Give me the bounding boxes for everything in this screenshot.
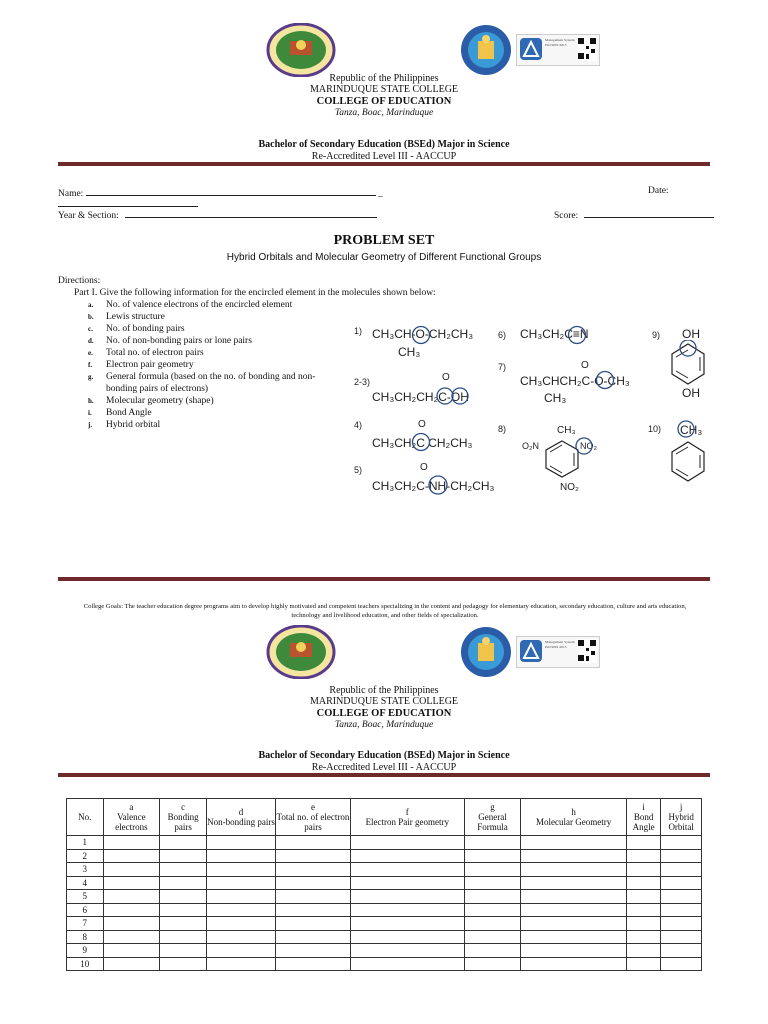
accreditation-line-2: Re-Accredited Level III - AACCUP bbox=[311, 762, 457, 773]
iso-badge bbox=[516, 34, 600, 66]
college-name: MARINDUQUE STATE COLLEGE bbox=[309, 84, 459, 95]
table-header-label: Non-bonding pairs bbox=[207, 817, 275, 827]
direction-item-key: j. bbox=[88, 421, 93, 429]
answer-cell[interactable] bbox=[661, 930, 702, 944]
molecule-7-oxygen: O bbox=[581, 360, 589, 371]
republic-line: Republic of the Philippines bbox=[329, 73, 439, 84]
answer-cell[interactable] bbox=[464, 944, 521, 958]
row-number-cell: 10 bbox=[67, 957, 104, 971]
row-number-cell: 5 bbox=[67, 890, 104, 904]
program-line-2: Bachelor of Secondary Education (BSEd) Major in Science bbox=[258, 750, 510, 761]
direction-item-text: Hybrid orbital bbox=[106, 420, 161, 430]
direction-item-text: General formula (based on the no. of bonding and non-bonding pairs of electrons) bbox=[106, 372, 316, 394]
answer-cell[interactable] bbox=[521, 876, 626, 890]
table-header-key: e bbox=[310, 802, 315, 812]
answer-cell[interactable] bbox=[351, 930, 465, 944]
row-number-cell: 7 bbox=[67, 917, 104, 931]
molecule-9-bottom-group: OH bbox=[682, 386, 700, 400]
answer-cell[interactable] bbox=[521, 930, 626, 944]
molecule-4-circle-icon bbox=[410, 432, 432, 452]
answer-cell[interactable] bbox=[160, 890, 207, 904]
table-header-cell bbox=[275, 799, 350, 836]
address-line: Tanza, Boac, Marinduque bbox=[334, 108, 434, 118]
table-header-label: Valence electrons bbox=[115, 812, 148, 832]
college-name-2: MARINDUQUE STATE COLLEGE bbox=[309, 696, 459, 707]
department-name-2: COLLEGE OF EDUCATION bbox=[316, 708, 452, 719]
table-row bbox=[67, 863, 702, 877]
direction-item-key: d. bbox=[88, 337, 94, 345]
answer-cell[interactable] bbox=[351, 836, 465, 850]
table-row bbox=[67, 930, 702, 944]
answer-cell[interactable] bbox=[626, 917, 660, 931]
molecule-9-phenol-icon bbox=[668, 340, 708, 388]
molecule-10-circle-icon bbox=[676, 419, 696, 439]
answer-cell[interactable] bbox=[521, 836, 626, 850]
molecule-8-circle-icon bbox=[574, 436, 594, 456]
answer-cell[interactable] bbox=[206, 863, 275, 877]
table-header-cell bbox=[103, 799, 160, 836]
answer-cell[interactable] bbox=[160, 849, 207, 863]
answer-cell[interactable] bbox=[206, 890, 275, 904]
answer-cell[interactable] bbox=[160, 863, 207, 877]
answer-cell[interactable] bbox=[275, 876, 350, 890]
direction-item-10 bbox=[88, 419, 338, 431]
answer-cell[interactable] bbox=[275, 903, 350, 917]
header-divider-2 bbox=[58, 773, 710, 777]
directions-label: Directions: bbox=[58, 276, 101, 286]
answer-cell[interactable] bbox=[661, 849, 702, 863]
answer-cell[interactable] bbox=[275, 957, 350, 971]
tuv-logo-icon bbox=[520, 38, 542, 60]
row-number-cell: 3 bbox=[67, 863, 104, 877]
iso-badge-text: Management System ISO 9001:2015 bbox=[545, 38, 575, 47]
table-header-key: d bbox=[238, 807, 244, 817]
answer-cell[interactable] bbox=[275, 890, 350, 904]
iso-badge-text-2: Management System ISO 9001:2015 bbox=[545, 640, 575, 649]
molecule-10-top-group: CH₃ bbox=[680, 423, 703, 437]
answer-cell[interactable] bbox=[661, 890, 702, 904]
answer-cell[interactable] bbox=[661, 863, 702, 877]
table-header-label: Bonding pairs bbox=[167, 812, 199, 832]
answer-cell[interactable] bbox=[275, 944, 350, 958]
molecule-5-number: 5) bbox=[354, 465, 363, 475]
program-line: Bachelor of Secondary Education (BSEd) Major in Science bbox=[258, 139, 510, 150]
answer-cell[interactable] bbox=[160, 917, 207, 931]
problem-set-title: PROBLEM SET bbox=[333, 233, 435, 248]
molecule-2-3-oxygen: O bbox=[442, 372, 450, 383]
score-label: Score: bbox=[554, 211, 579, 221]
answer-cell[interactable] bbox=[160, 930, 207, 944]
table-header-label: Hybrid Orbital bbox=[668, 812, 694, 832]
answer-cell[interactable] bbox=[626, 903, 660, 917]
tuv-logo-icon-2 bbox=[520, 640, 542, 662]
answer-cell[interactable] bbox=[206, 836, 275, 850]
answer-cell[interactable] bbox=[351, 849, 465, 863]
molecule-7-formula: CH₃CHCH₂C-O-CH₃ bbox=[520, 374, 630, 388]
answer-cell[interactable] bbox=[103, 903, 160, 917]
table-header-cell bbox=[464, 799, 521, 836]
molecule-4-formula: CH₃CH₂C CH₂CH₃ bbox=[372, 436, 473, 450]
score-input-line[interactable] bbox=[584, 208, 714, 218]
answer-cell[interactable] bbox=[464, 930, 521, 944]
answer-cell[interactable] bbox=[626, 890, 660, 904]
answer-cell[interactable] bbox=[351, 876, 465, 890]
answer-cell[interactable] bbox=[160, 876, 207, 890]
college-goals-text: College Goals: The teacher education degree programs aim to develop highly motivated and competent teachers specializing in the content and pedagogy for elementary education, secondary education, culture and arts education, technology and livelihood education, and other fields of specialization. bbox=[83, 603, 687, 619]
answer-cell[interactable] bbox=[103, 944, 160, 958]
table-row bbox=[67, 849, 702, 863]
answer-cell[interactable] bbox=[626, 957, 660, 971]
molecule-1-substituent: CH₃ bbox=[398, 345, 421, 359]
table-header-cell bbox=[661, 799, 702, 836]
answer-cell[interactable] bbox=[661, 876, 702, 890]
name-label: Name: bbox=[58, 189, 84, 199]
answer-cell[interactable] bbox=[103, 930, 160, 944]
table-header-label: General Formula bbox=[477, 812, 508, 832]
answer-cell[interactable] bbox=[661, 957, 702, 971]
table-header-cell bbox=[67, 799, 104, 836]
molecule-5-circle-icon bbox=[426, 475, 452, 495]
molecule-7-number: 7) bbox=[498, 362, 507, 372]
molecule-2-3-formula: CH₃CH₂CH₂C-OH bbox=[372, 390, 469, 404]
college-seal-icon bbox=[266, 23, 336, 77]
answer-cell[interactable] bbox=[275, 917, 350, 931]
answer-table bbox=[66, 798, 702, 971]
score-row bbox=[554, 208, 714, 221]
answer-cell[interactable] bbox=[103, 957, 160, 971]
molecule-8-left-group: O₂N bbox=[522, 441, 539, 451]
answer-cell[interactable] bbox=[103, 836, 160, 850]
answer-cell[interactable] bbox=[661, 836, 702, 850]
direction-item-key: a. bbox=[88, 301, 94, 309]
answer-cell[interactable] bbox=[521, 903, 626, 917]
header-divider bbox=[58, 162, 710, 166]
answer-cell[interactable] bbox=[351, 944, 465, 958]
answer-cell[interactable] bbox=[521, 957, 626, 971]
table-row bbox=[67, 903, 702, 917]
table-header-key: f bbox=[405, 807, 409, 817]
table-header-label: Bond Angle bbox=[632, 812, 655, 832]
molecule-8-top-group: CH₃ bbox=[557, 425, 576, 436]
molecule-2-3-circle-icon bbox=[436, 386, 472, 406]
answer-cell[interactable] bbox=[206, 944, 275, 958]
table-header-key: a bbox=[129, 802, 134, 812]
molecule-2-3-number: 2-3) bbox=[354, 377, 371, 387]
molecule-4-number: 4) bbox=[354, 420, 363, 430]
answer-cell[interactable] bbox=[521, 890, 626, 904]
direction-item-1 bbox=[88, 299, 338, 311]
answer-cell[interactable] bbox=[103, 917, 160, 931]
answer-cell[interactable] bbox=[521, 863, 626, 877]
direction-item-text: Molecular geometry (shape) bbox=[106, 396, 214, 406]
direction-item-key: i. bbox=[88, 409, 92, 417]
table-header-label: No. bbox=[78, 812, 92, 822]
answer-cell[interactable] bbox=[626, 944, 660, 958]
row-number-cell: 6 bbox=[67, 903, 104, 917]
table-header-key: c bbox=[181, 802, 186, 812]
direction-item-text: No. of non-bonding pairs or lone pairs bbox=[106, 336, 252, 346]
answer-cell[interactable] bbox=[661, 944, 702, 958]
answer-cell[interactable] bbox=[206, 903, 275, 917]
molecule-7-circle-icon bbox=[594, 370, 616, 390]
table-row bbox=[67, 917, 702, 931]
direction-item-key: e. bbox=[88, 349, 93, 357]
molecule-8-bottom-group: NO₂ bbox=[560, 482, 579, 493]
table-header-key: j bbox=[679, 802, 683, 812]
answer-cell[interactable] bbox=[464, 903, 521, 917]
molecule-8-number: 8) bbox=[498, 424, 507, 434]
republic-line-2: Republic of the Philippines bbox=[329, 685, 439, 696]
molecule-1-formula: CH₃CH-O-CH₂CH₃ bbox=[372, 327, 474, 341]
answer-cell[interactable] bbox=[206, 917, 275, 931]
direction-item-4 bbox=[88, 335, 338, 347]
table-row bbox=[67, 957, 702, 971]
iso-badge-2 bbox=[516, 636, 600, 668]
table-header-cell bbox=[206, 799, 275, 836]
table-header-label: Total no. of electron pairs bbox=[276, 812, 350, 832]
direction-item-key: b. bbox=[88, 313, 94, 321]
direction-item-6 bbox=[88, 359, 338, 371]
molecule-6-formula: CH₃CH₂C≡N bbox=[520, 327, 589, 341]
direction-item-text: Lewis structure bbox=[106, 312, 165, 322]
direction-item-text: No. of bonding pairs bbox=[106, 324, 185, 334]
coe-logo-icon bbox=[459, 24, 513, 76]
answer-cell[interactable] bbox=[626, 849, 660, 863]
answer-cell[interactable] bbox=[626, 930, 660, 944]
direction-item-2 bbox=[88, 311, 338, 323]
directions-list bbox=[58, 299, 338, 431]
answer-cell[interactable] bbox=[351, 917, 465, 931]
row-number-cell: 2 bbox=[67, 849, 104, 863]
molecule-9-top-group: OH bbox=[682, 327, 700, 341]
answer-cell[interactable] bbox=[464, 863, 521, 877]
row-number-cell: 9 bbox=[67, 944, 104, 958]
answer-cell[interactable] bbox=[351, 863, 465, 877]
answer-cell[interactable] bbox=[206, 930, 275, 944]
answer-cell[interactable] bbox=[160, 903, 207, 917]
coe-logo-icon-2 bbox=[459, 626, 513, 678]
answer-cell[interactable] bbox=[626, 836, 660, 850]
molecule-8-right-group: NO₂ bbox=[580, 441, 597, 451]
direction-item-7 bbox=[88, 371, 338, 395]
molecule-7-substituent: CH₃ bbox=[544, 391, 567, 405]
table-header-cell bbox=[626, 799, 660, 836]
direction-item-8 bbox=[88, 395, 338, 407]
direction-item-key: h. bbox=[88, 397, 94, 405]
table-header-cell bbox=[160, 799, 207, 836]
answer-cell[interactable] bbox=[275, 836, 350, 850]
department-name: COLLEGE OF EDUCATION bbox=[316, 96, 452, 107]
name-continuation-line bbox=[58, 206, 198, 207]
direction-item-key: f. bbox=[88, 361, 93, 369]
molecule-10-number: 10) bbox=[648, 424, 662, 434]
answer-cell[interactable] bbox=[626, 863, 660, 877]
qr-code-icon bbox=[577, 37, 597, 61]
answer-cell[interactable] bbox=[103, 863, 160, 877]
answer-cell[interactable] bbox=[103, 849, 160, 863]
footer-divider bbox=[58, 577, 710, 581]
answer-cell[interactable] bbox=[464, 957, 521, 971]
answer-cell[interactable] bbox=[351, 903, 465, 917]
molecule-9-number: 9) bbox=[652, 330, 661, 340]
year-row bbox=[58, 208, 377, 221]
direction-item-text: Electron pair geometry bbox=[106, 360, 194, 370]
table-body bbox=[67, 836, 702, 971]
answer-cell[interactable] bbox=[275, 849, 350, 863]
answer-cell[interactable] bbox=[464, 876, 521, 890]
answer-cell[interactable] bbox=[464, 849, 521, 863]
answer-cell[interactable] bbox=[464, 836, 521, 850]
directions-part1: Part I. Give the following information for the encircled element in the molecules shown below: bbox=[74, 288, 436, 298]
table-row bbox=[67, 944, 702, 958]
table-header-key: g bbox=[490, 802, 495, 812]
accreditation-line: Re-Accredited Level III - AACCUP bbox=[311, 151, 457, 162]
molecule-5-oxygen: O bbox=[420, 462, 428, 473]
answer-cell[interactable] bbox=[103, 890, 160, 904]
direction-item-text: Bond Angle bbox=[106, 408, 152, 418]
table-header-row bbox=[67, 799, 702, 836]
answer-cell[interactable] bbox=[160, 944, 207, 958]
table-header-cell bbox=[521, 799, 626, 836]
direction-item-5 bbox=[88, 347, 338, 359]
name-row bbox=[58, 186, 383, 199]
answer-cell[interactable] bbox=[626, 876, 660, 890]
row-number-cell: 4 bbox=[67, 876, 104, 890]
table-row bbox=[67, 890, 702, 904]
direction-item-key: g. bbox=[88, 373, 94, 381]
answer-cell[interactable] bbox=[661, 917, 702, 931]
answer-cell[interactable] bbox=[160, 957, 207, 971]
answer-cell[interactable] bbox=[206, 957, 275, 971]
answer-cell[interactable] bbox=[103, 876, 160, 890]
direction-item-3 bbox=[88, 323, 338, 335]
molecule-6-number: 6) bbox=[498, 330, 507, 340]
table-row bbox=[67, 876, 702, 890]
answer-cell[interactable] bbox=[206, 876, 275, 890]
table-header-label: Electron Pair geometry bbox=[365, 817, 450, 827]
molecule-5-formula: CH₃CH₂C-NH-CH₂CH₃ bbox=[372, 479, 495, 493]
table-header-key: i bbox=[642, 802, 645, 812]
row-number-cell: 1 bbox=[67, 836, 104, 850]
table-row bbox=[67, 836, 702, 850]
molecule-10-benzene-icon bbox=[668, 438, 708, 484]
molecule-1-number: 1) bbox=[354, 326, 363, 336]
direction-item-key: c. bbox=[88, 325, 93, 333]
table-header-label: Molecular Geometry bbox=[536, 817, 612, 827]
answer-cell[interactable] bbox=[464, 917, 521, 931]
answer-cell[interactable] bbox=[275, 930, 350, 944]
date-label: Date: bbox=[648, 186, 669, 196]
address-line-2: Tanza, Boac, Marinduque bbox=[334, 720, 434, 730]
name-input-line[interactable] bbox=[86, 186, 376, 196]
answer-cell[interactable] bbox=[275, 863, 350, 877]
answer-cell[interactable] bbox=[206, 849, 275, 863]
answer-cell[interactable] bbox=[661, 903, 702, 917]
college-seal-icon-2 bbox=[266, 625, 336, 679]
molecule-1-circle-icon bbox=[410, 325, 432, 345]
year-section-label: Year & Section: bbox=[58, 211, 119, 221]
answer-cell[interactable] bbox=[521, 917, 626, 931]
molecule-4-oxygen: O bbox=[418, 419, 426, 430]
direction-item-text: Total no. of electron pairs bbox=[106, 348, 204, 358]
table-header-cell bbox=[351, 799, 465, 836]
year-section-input-line[interactable] bbox=[125, 208, 377, 218]
table-header-key: h bbox=[571, 807, 576, 817]
answer-cell[interactable] bbox=[351, 957, 465, 971]
answer-cell[interactable] bbox=[521, 849, 626, 863]
name-input-line-tail: _ bbox=[378, 189, 383, 199]
problem-set-subtitle: Hybrid Orbitals and Molecular Geometry of Different Functional Groups bbox=[226, 252, 542, 263]
row-number-cell: 8 bbox=[67, 930, 104, 944]
molecule-6-circle-icon bbox=[566, 325, 588, 345]
direction-item-text: No. of valence electrons of the encircled element bbox=[106, 300, 293, 310]
qr-code-icon-2 bbox=[577, 639, 597, 663]
answer-cell[interactable] bbox=[351, 890, 465, 904]
direction-item-9 bbox=[88, 407, 338, 419]
answer-cell[interactable] bbox=[464, 890, 521, 904]
answer-cell[interactable] bbox=[160, 836, 207, 850]
answer-cell[interactable] bbox=[521, 944, 626, 958]
